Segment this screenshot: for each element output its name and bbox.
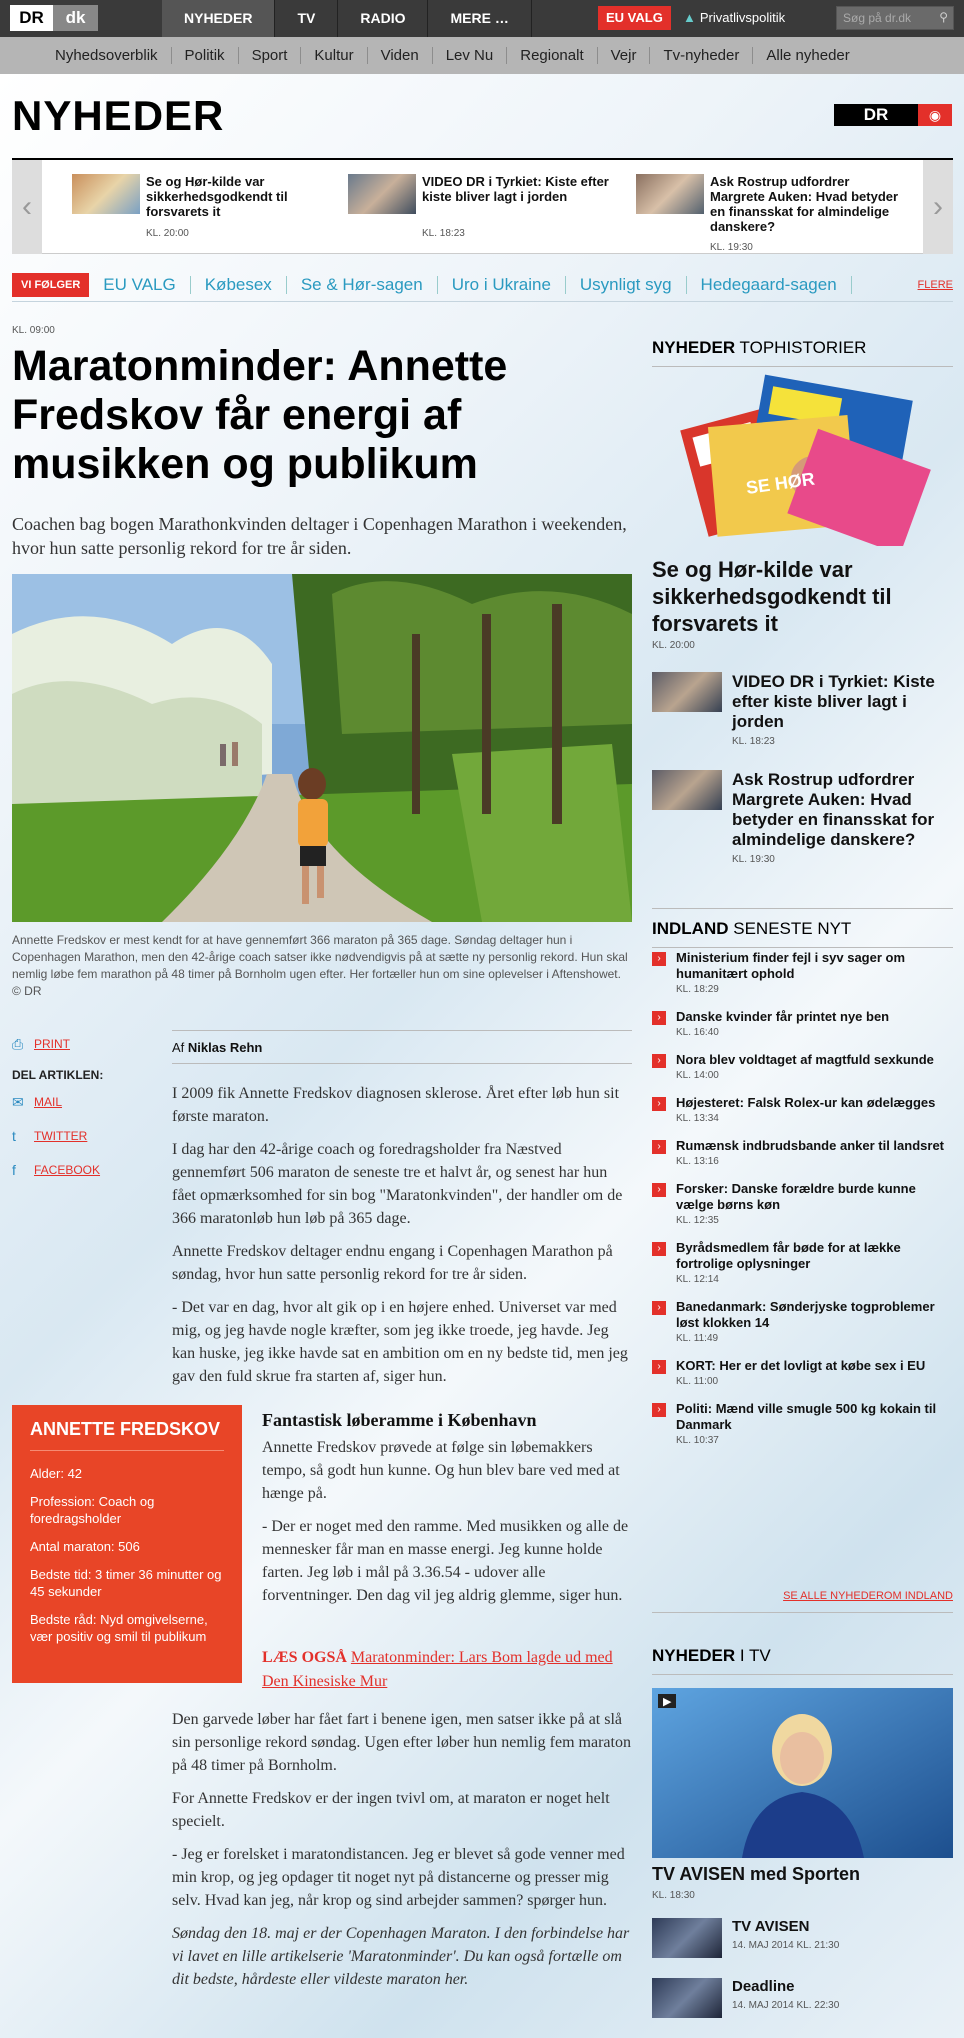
follow-link[interactable]: Hedegaard-sagen [687,276,852,294]
nav-mere[interactable]: MERE … [428,0,531,37]
news-title: Nora blev voldtaget af magtfuld sexkunde [676,1052,934,1067]
heading-bold: NYHEDER [652,338,736,357]
fact-item: Alder: 42 [30,1466,83,1481]
story-time: KL. 18:23 [732,736,775,747]
subnav-sport[interactable]: Sport [239,47,302,64]
story-title: Ask Rostrup udfordrer Margrete Auken: Hvad betyder en finansskat for almindelige danskere? [732,770,935,849]
eu-valg-button[interactable]: EU VALG [598,6,671,30]
heading-rest: SENESTE NYT [733,919,852,938]
sub-navigation [0,37,964,74]
nav-radio[interactable]: RADIO [338,0,428,37]
subnav-lev-nu[interactable]: Lev Nu [433,47,508,64]
top-story-item[interactable] [652,672,953,762]
print-button[interactable] [12,1034,152,1054]
printer-icon: ⎙ [12,1035,24,1052]
carousel-item[interactable] [636,174,906,253]
heading-bold: INDLAND [652,919,729,938]
nav-tv[interactable]: TV [275,0,338,37]
subnav-kultur[interactable]: Kultur [301,47,367,64]
news-time: KL. 14:00 [676,1070,719,1081]
tv-main-time: KL. 18:30 [652,1890,695,1901]
warning-icon: ▲ [683,10,696,25]
runner-photo [12,574,632,922]
fact-item: Bedste tid: 3 timer 36 minutter og 45 sekunder [30,1567,222,1599]
follow-link[interactable]: Købesex [191,276,287,294]
body-paragraph: Annette Fredskov prøvede at følge sin løbemakkers tempo, så godt hun kunne. Og hun blev bare ved med at hænge på. [262,1439,620,1502]
arrow-icon: › [652,952,666,966]
tv-heading [652,1646,953,1675]
mail-share-button[interactable] [12,1092,152,1112]
article-time: KL. 09:00 [12,325,55,336]
news-title: Ministerium finder fejl i syv sager om humanitært ophold [676,950,906,981]
image-caption: Annette Fredskov er mest kendt for at have gennemført 366 maraton på 365 dage. Søndag deltager hun i Copenhagen Marathon, men den 42-årige coach satser ikke nødvendigvis på at sætte ny personlig rekord. Hun skal nemlig løbe fem marathon på 48 timer på Bornholm ugen efter. Her fortæller hun om sine oplevelser i Aftenshowet. © DR [12,933,628,998]
facebook-icon: f [12,1162,16,1178]
news-time: KL. 16:40 [676,1027,719,1038]
news-time: KL. 11:00 [676,1376,719,1387]
byline-prefix: Af [172,1040,185,1055]
main-menu [162,0,532,37]
arrow-icon: › [652,1054,666,1068]
news-item[interactable] [652,1095,953,1124]
indland-news-list [652,950,953,1460]
body-paragraph: - Det var en dag, hvor alt gik op i en højere enhed. Universet var med mig, og jeg havde nogle kræfter, som jeg ikke troede, jeg havde. Jeg kan huske, jeg ikke havde sat en ambition om en ny bedste tid, men jeg gav den fuld skrue fra starten af, siger hun. [172,1299,628,1385]
privacy-link[interactable] [683,6,785,30]
fact-item: Antal maraton: 506 [30,1539,140,1554]
news-item[interactable] [652,1401,953,1446]
arrow-icon: › [652,1140,666,1154]
carousel-item[interactable] [72,174,342,244]
tv-item[interactable] [652,1978,953,2028]
tv-item-title: Deadline [732,1978,795,1995]
heading-rest: I TV [739,1646,771,1665]
arrow-icon: › [652,1403,666,1417]
news-time: KL. 18:29 [676,984,719,995]
body-paragraph: Den garvede løber har fået fart i benene igen, men satser ikke på at slå sin personlige rekord søndag. Ugen efter løber hun nemlig fem maraton på 48 timer på Bornholm. [172,1711,631,1774]
tv-item-time: 14. MAJ 2014 KL. 22:30 [732,2000,840,2011]
tv-main-title[interactable]: TV AVISEN med Sporten [652,1864,861,1884]
news-time: KL. 11:49 [676,1333,719,1344]
tv-item[interactable] [652,1918,953,1968]
news-item[interactable] [652,1138,953,1167]
twitter-share-button[interactable] [12,1126,152,1146]
news-item[interactable] [652,1299,953,1344]
body-paragraph: I 2009 fik Annette Fredskov diagnosen sklerose. Året efter løb hun sit første maraton. [172,1085,620,1125]
body-paragraph: - Der er noget med den ramme. Med musikken og alle de mennesker får man en masse energi. Jeg kunne holde farten. Jeg løb i mål på 3.36.54 - udover alle forventninger. Den dag vil jeg aldrig glemme, siger hun. [262,1518,629,1604]
nav-nyheder[interactable]: NYHEDER [162,0,275,37]
news-title: Forsker: Danske forældre burde kunne vælge børns køn [676,1181,916,1212]
twitter-icon: t [12,1128,16,1144]
subnav-vejr[interactable]: Vejr [598,47,651,64]
fact-box-title: ANNETTE FREDSKOV [30,1419,224,1451]
heading-rest: TOPHISTORIER [739,338,867,357]
arrow-icon: › [652,1011,666,1025]
subnav-politik[interactable]: Politik [172,47,239,64]
carousel-thumbnail [348,174,416,214]
dr-eye-icon: ◉ [918,104,952,126]
see-all-indland-link[interactable]: SE ALLE NYHEDEROM INDLAND [652,1590,953,1613]
article-body-b [262,1436,632,1617]
twitter-label: TWITTER [34,1129,88,1143]
tv-thumbnail [652,1978,722,2018]
tv-item-title: TV AVISEN [732,1918,810,1935]
carousel-item-time: KL. 19:30 [710,242,753,253]
tv-thumbnail [652,1918,722,1958]
follow-link[interactable]: Se & Hør-sagen [287,276,438,294]
news-time: KL. 12:35 [676,1215,719,1226]
dr-dk-logo[interactable] [10,5,98,31]
news-carousel [12,158,953,254]
news-title: Danske kvinder får printet nye ben [676,1009,890,1024]
follow-link[interactable]: Uro i Ukraine [438,276,566,294]
section-title[interactable]: NYHEDER [12,92,225,139]
follows-tag: VI FØLGER [12,273,89,297]
follow-link[interactable]: Usynligt syg [566,276,687,294]
subnav-nyhedsoverblik[interactable]: Nyhedsoverblik [42,47,172,64]
news-item[interactable] [652,1358,953,1387]
news-item[interactable] [652,1240,953,1285]
carousel-thumbnail [636,174,704,214]
dr-logo-text: DR [834,104,918,126]
top-story-image[interactable] [652,374,953,546]
story-thumbnail [652,770,722,810]
news-time: KL. 12:14 [676,1274,719,1285]
news-title: Byrådsmedlem får bøde for at lække fortrolige oplysninger [676,1240,901,1271]
facebook-label: FACEBOOK [34,1163,101,1177]
tv-item-time: 14. MAJ 2014 KL. 21:30 [732,1940,840,1951]
article-tools [12,1034,152,1194]
carousel-prev-arrow-icon[interactable]: ‹ [12,160,42,254]
carousel-item-title: Se og Hør-kilde var sikkerhedsgodkendt til forsvarets it [146,174,288,219]
news-item[interactable] [652,1052,953,1081]
arrow-icon: › [652,1097,666,1111]
article-hero-image[interactable] [12,574,632,922]
news-title: Banedanmark: Sønderjyske togproblemer løst klokken 14 [676,1299,935,1330]
news-title: Politi: Mænd ville smugle 500 kg kokain til Danmark [676,1401,937,1432]
article-body-c [172,1708,632,2001]
body-paragraph: Annette Fredskov deltager endnu engang i Copenhagen Marathon på søndag, hvor hun satte personlig rekord for tre år siden. [172,1243,613,1283]
subnav-alle-nyheder[interactable]: Alle nyheder [766,47,850,64]
indland-heading [652,908,953,948]
mail-icon: ✉ [12,1093,24,1110]
top-story-time: KL. 20:00 [652,640,695,651]
print-label: PRINT [34,1037,70,1051]
body-paragraph: - Jeg er forelsket i maratondistancen. Jeg er blevet så gode venner med min krop, og jeg opdager tit noget nyt på distancerne og presser mig selv. Hvad kan jeg, når krop og sind arbejder sammen? spørger hun. [172,1846,625,1909]
news-anchor-picture [652,1688,953,1858]
heading-bold: NYHEDER [652,1646,736,1665]
news-title: Højesteret: Falsk Rolex-ur kan ødelægges [676,1095,936,1110]
carousel-item-title: VIDEO DR i Tyrkiet: Kiste efter kiste bliver lagt i jorden [422,174,609,204]
fact-item: Bedste råd: Nyd omgivelserne, vær positiv og smil til publikum [30,1612,208,1644]
news-title: Rumænsk indbrudsbande anker til landsret [676,1138,944,1153]
body-paragraph: I dag har den 42-årige coach og foredragsholder fra Næstved gennemført 506 maraton de seneste tre et halvt år, og senest har hun fået opmærksomhed for sin bog "Maratonkvinden", der handler om de 366 maratonløb hun løb på 365 dage. [172,1141,623,1227]
search-input[interactable] [836,6,954,30]
arrow-icon: › [652,1301,666,1315]
search-icon[interactable]: ⚲ [939,10,948,24]
read-also-link[interactable]: Maratonminder: Lars Bom lagde ud med Den Kinesiske Mur [262,1649,613,1690]
article-subheading: Fantastisk løberamme i København [262,1410,537,1430]
logo-dk: dk [53,5,98,31]
news-item[interactable] [652,1181,953,1226]
byline [172,1030,632,1064]
closing-paragraph: Søndag den 18. maj er der Copenhagen Maraton. I den forbindelse har vi lavet en lille artikelserie 'Maratonminder'. Du kan også fortælle om dit bedste, hårdeste eller vildeste maraton her. [172,1925,630,1988]
article-lead: Coachen bag bogen Marathonkvinden deltager i Copenhagen Marathon i weekenden, hvor hun satte personlig rekord for tre år siden. [12,514,627,558]
dr-logo[interactable] [834,104,952,126]
subnav-tv-nyheder[interactable]: Tv-nyheder [650,47,753,64]
carousel-thumbnail [72,174,140,214]
mail-label: MAIL [34,1095,63,1109]
read-also [262,1646,632,1694]
news-time: KL. 10:37 [676,1435,719,1446]
follows-bar [12,268,953,302]
fact-box [12,1405,242,1683]
news-item[interactable] [652,1009,953,1038]
top-stories-heading [652,338,953,367]
body-paragraph: For Annette Fredskov er der ingen tvivl om, at maraton er noget helt specielt. [172,1790,610,1830]
facebook-share-button[interactable] [12,1160,152,1180]
privacy-label: Privatlivspolitik [699,10,786,25]
follow-link[interactable]: EU VALG [89,276,190,294]
arrow-icon: › [652,1183,666,1197]
subnav-viden[interactable]: Viden [368,47,433,64]
carousel-next-arrow-icon[interactable]: › [923,160,953,254]
story-title: VIDEO DR i Tyrkiet: Kiste efter kiste bliver lagt i jorden [732,672,935,731]
read-also-label: LÆS OGSÅ [262,1649,347,1666]
more-follows-link[interactable]: FLERE [917,278,953,291]
story-time: KL. 19:30 [732,854,775,865]
news-title: KORT: Her er det lovligt at købe sex i EU [676,1358,926,1373]
top-story-item[interactable] [652,770,953,865]
top-story-title[interactable]: Se og Hør-kilde var sikkerhedsgodkendt til forsvarets it [652,557,892,636]
news-time: KL. 13:16 [676,1156,719,1167]
carousel-item-title: Ask Rostrup udfordrer Margrete Auken: Hvad betyder en finansskat for almindelige danskere? [710,174,899,234]
article-body-a [172,1082,632,1398]
logo-dr: DR [10,5,53,31]
svg-text:▶: ▶ [663,1696,672,1708]
svg-text:SE HØR: SE HØR [744,468,816,498]
top-navigation-bar [0,0,964,37]
author-name[interactable]: Niklas Rehn [187,1040,263,1055]
carousel-item-time: KL. 18:23 [422,228,465,239]
fact-item: Profession: Coach og foredragsholder [30,1494,155,1526]
tv-video-thumbnail[interactable] [652,1688,953,1858]
carousel-item[interactable] [348,174,618,244]
subnav-regionalt[interactable]: Regionalt [507,47,597,64]
share-label: DEL ARTIKLEN: [12,1068,104,1082]
carousel-item-time: KL. 20:00 [146,228,189,239]
article-title: Maratonminder: Annette Fredskov får energi af musikken og publikum [12,342,508,488]
news-item[interactable] [652,950,953,995]
story-thumbnail [652,672,722,712]
arrow-icon: › [652,1242,666,1256]
news-time: KL. 13:34 [676,1113,719,1124]
search-placeholder: Søg på dr.dk [843,11,912,25]
magazine-stack-picture [652,374,953,546]
arrow-icon: › [652,1360,666,1374]
